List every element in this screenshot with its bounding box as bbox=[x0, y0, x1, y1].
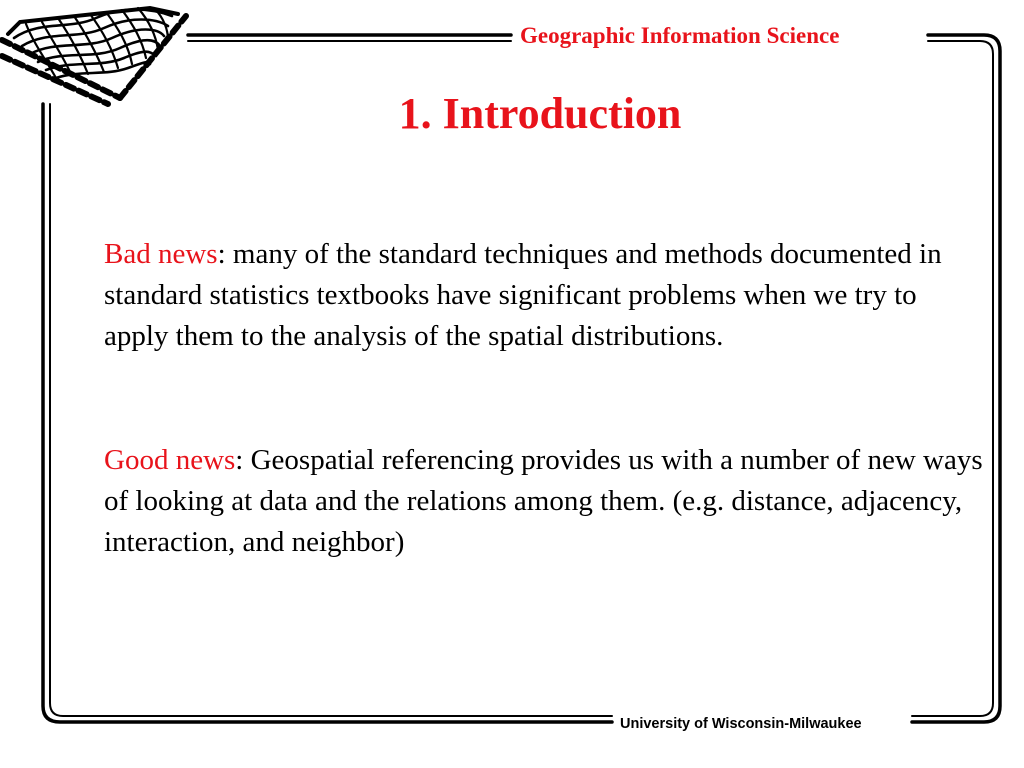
footer-institution: University of Wisconsin-Milwaukee bbox=[620, 716, 862, 732]
bad-news-paragraph bbox=[104, 234, 984, 357]
bad-news-label: Bad news bbox=[104, 238, 218, 270]
header-title: Geographic Information Science bbox=[520, 23, 840, 48]
good-news-text: : Geospatial referencing provides us with a number of new ways of looking at data and the relations among them. (e.g. distance, adjacency, interaction, and neighbor) bbox=[104, 444, 983, 558]
slide-title: 1. Introduction bbox=[398, 89, 682, 138]
good-news-label: Good news bbox=[104, 444, 236, 476]
wireframe-surface-icon bbox=[0, 0, 190, 108]
bad-news-text: : many of the standard techniques and methods documented in standard statistics textbooks have significant problems when we try to apply them to the analysis of the spatial distributions. bbox=[104, 238, 942, 352]
good-news-paragraph bbox=[104, 440, 984, 563]
